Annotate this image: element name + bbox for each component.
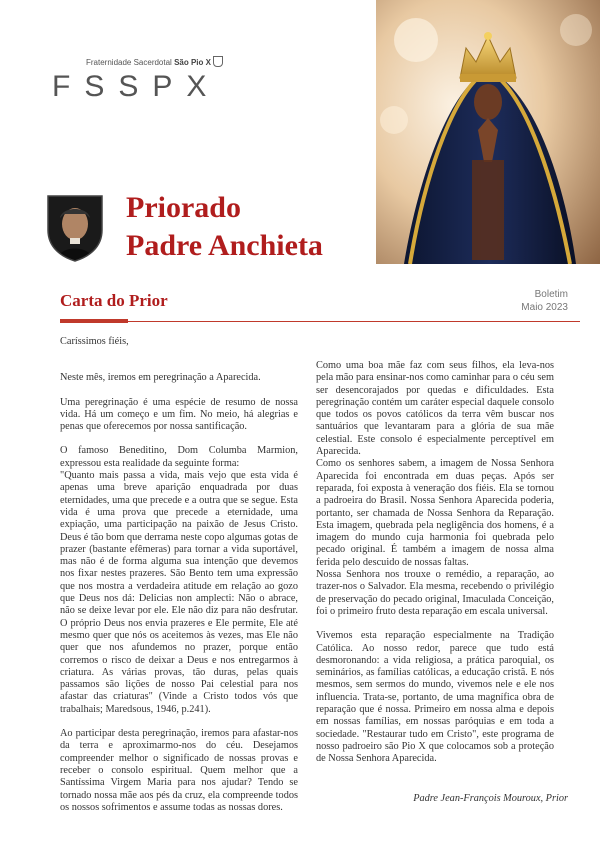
edition-info: [500, 288, 568, 314]
organization-line: [86, 56, 223, 67]
title-line-2: Padre Anchieta: [126, 229, 323, 262]
paragraph: Nossa Senhora nos trouxe o remédio, a reparação, ao trazer-nos o Salvador. Ela mesma, recebendo o privilégio de preservação do pecado original, Imaculada Conceição, foi o primeiro fruto desta reparação em escala universal.: [316, 569, 554, 617]
edition-label: Boletim: [534, 289, 568, 300]
letter-column-right: [316, 330, 554, 766]
paragraph: Neste mês, iremos em peregrinação a Aparecida.: [60, 372, 261, 384]
letter-greeting: Caríssimos fiéis,: [60, 336, 129, 347]
paragraph: Como uma boa mãe faz com seus filhos, ela leva-nos pela mão para ensinar-nos como caminhar para o céu sem ser desencorajados por quedas e dificuldades. Esta peregrinação contém um caráter especial daquele consolo que todos os povos católicos da terra vêm buscar nos santuários que levantaram para a glória de sua mãe celestial. Este consolo é especialmente perceptível em Aparecida.: [316, 360, 554, 458]
brand-logo: FSSPX: [52, 70, 221, 103]
paragraph: O famoso Beneditino, Dom Columba Marmion, expressou esta realidade da seguinte forma:: [60, 445, 298, 469]
org-name: São Pio X: [174, 58, 211, 67]
paragraph: Uma peregrinação é uma espécie de resumo de nossa vida. Há um começo e um fim. No meio, há alegrias e penas que oferecemos por nossa santificação.: [60, 396, 298, 433]
edition-date: Maio 2023: [521, 302, 568, 313]
paragraph: "Quanto mais passa a vida, mais vejo que esta vida é apenas uma breve aparição enquadrada por duas eternidades, uma que precede e a outra que se segue. Esta vida é uma prova que precede a eternidade, uma expiação, uma participação na paixão de Jesus Cristo. Deus é tão bom que derrama neste copo algumas gotas de prazer (bastante efêmeras) para tornar a vida suportável, mas não é de forma alguma sua intenção que devemos nos fixar nestes prazeres. São Bento tem uma expressão que nos mostra a verdadeira atitude em relação ao gozo que Deus nos dá: Delicias non amplecti: Não o abrace, não se deixe levar por ele. Ele não diz para não desfrutar. O próprio Deus nos envia prazeres e Ele permite, Ele até mesmo quer que nós os aceitemos às vezes, mas Ele não quer que nos afundemos no prazer, porque então corremos o risco de deixar a Deus e nos entregarmos à criatura. As várias provas, tão duras, pelas quais passamos são lições de nosso Pai celestial para nos afastar das criaturas" (Vinde a Cristo todos vós que trabalhais; Maredsous, 1946, p.241).: [60, 470, 298, 715]
section-title: Carta do Prior: [60, 291, 168, 310]
section-rule-accent: [60, 319, 128, 323]
anchieta-portrait-shield: [46, 194, 104, 262]
section-rule: [60, 321, 580, 322]
org-prefix: Fraternidade Sacerdotal: [86, 58, 175, 67]
paragraph: Como os senhores sabem, a imagem de Nossa Senhora Aparecida foi encontrada em duas peças. Após ser reparada, foi exposta à veneração dos fiéis. Ela se tornou a padroeira do Brasil. Nossa Senhora Aparecida poderia, portanto, ser chamada de Nossa Senhora da Reparação. Esta imagem, quebrada pela negligência dos homens, é a imagem do mundo cuja harmonia foi quebrada pelo pecado original. É também a imagem de nossa alma ferida pelo descuido de nossas faltas.: [316, 458, 554, 568]
paragraph: Vivemos esta reparação especialmente na Tradição Católica. Ao nosso redor, parece que tudo está desmoronando: a vida religiosa, a prática paroquial, os seminários, as famílias católicas, a educação cristã. E nós mesmos, sem sermos do mundo, vivemos nele e ele nos influencia. Trata-se, portanto, de uma magnífica obra de reparação que é nossa. Primeiro em nossa alma e depois em nossas famílias, em nossas paróquias e em toda a sociedade. "Restaurar tudo em Cristo", este programa de nosso padroeiro são Pio X que colocamos sob a proteção de Nossa Senhora Aparecida.: [316, 630, 554, 765]
aparecida-statue-photo: [376, 0, 600, 264]
paragraph: Ao participar desta peregrinação, iremos para afastar-nos da terra e aproximarmo-nos do céu. Desejamos compreender melhor o significado de nossas provas e receber o consolo espiritual. Quem melhor que a Santíssima Virgem Maria para nos ajudar? Tendo se tornado nossa mãe aos pés da cruz, ela compreende todos os nossos sofrimentos e assume todas as nossas dores.: [60, 728, 298, 813]
org-emblem-icon: [213, 56, 223, 67]
letter-signature: Padre Jean-François Mouroux, Prior: [413, 793, 568, 804]
letter-column-left: [60, 330, 298, 814]
title-line-1: Priorado: [126, 191, 241, 224]
